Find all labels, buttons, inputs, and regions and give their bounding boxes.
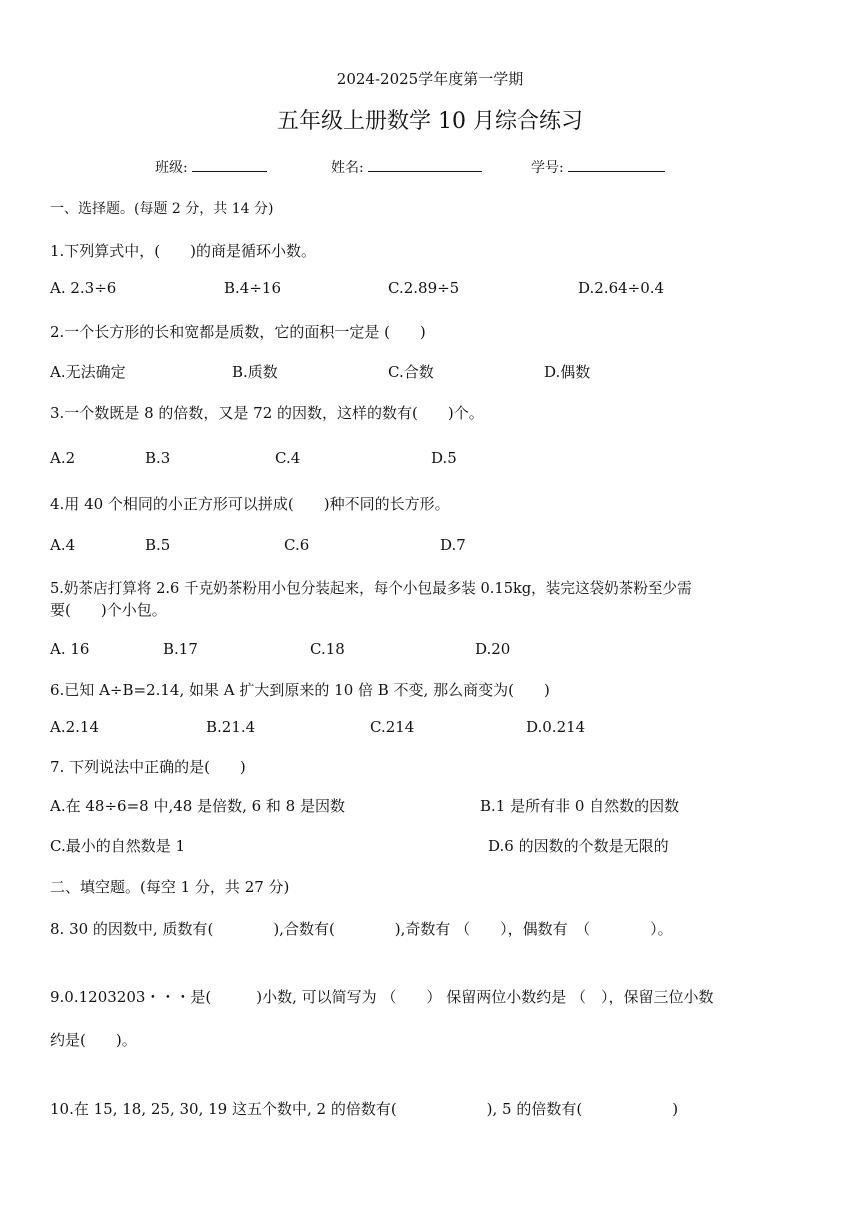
exam-term: 2024-2025学年度第一学期	[336, 70, 524, 88]
q7-stem: 7. 下列说法中正确的是( )	[50, 758, 246, 776]
q3-stem: 3.一个数既是 8 的倍数，又是 72 的因数，这样的数有( )个。	[50, 404, 484, 422]
q4-option-b[interactable]: B.5	[145, 536, 171, 554]
q8-line: 8. 30 的因数中, 质数有( ),合数有( ),奇数有 （ ），偶数有 （ ）。	[50, 920, 673, 938]
q6-option-a[interactable]: A.2.14	[50, 718, 99, 736]
q7-option-d[interactable]: D.6 的因数的个数是无限的	[488, 837, 669, 855]
q2-option-a[interactable]: A.无法确定	[50, 363, 126, 381]
class-field[interactable]	[155, 157, 267, 177]
student-id-label: 学号:	[531, 160, 564, 176]
q1-stem: 1.下列算式中，( )的商是循环小数。	[50, 242, 317, 260]
q3-option-a[interactable]: A.2	[50, 449, 76, 467]
q4-stem: 4.用 40 个相同的小正方形可以拼成( )种不同的长方形。	[50, 495, 450, 513]
q1-option-d[interactable]: D.2.64÷0.4	[578, 279, 665, 297]
q3-option-b[interactable]: B.3	[145, 449, 171, 467]
q4-option-d[interactable]: D.7	[440, 536, 466, 554]
q4-option-c[interactable]: C.6	[284, 536, 310, 554]
section-choice-heading: 一、选择题。(每题 2 分，共 14 分)	[50, 201, 274, 217]
q2-stem: 2.一个长方形的长和宽都是质数，它的面积一定是 ( )	[50, 323, 426, 341]
q9-line2: 约是( )。	[50, 1031, 137, 1049]
q2-option-b[interactable]: B.质数	[232, 363, 278, 381]
section-fill-heading: 二、填空题。(每空 1 分，共 27 分)	[50, 878, 290, 896]
q1-option-b[interactable]: B.4÷16	[224, 279, 281, 297]
q4-option-a[interactable]: A.4	[50, 536, 76, 554]
q1-option-c[interactable]: C.2.89÷5	[388, 279, 460, 297]
name-label: 姓名:	[331, 160, 364, 176]
q5-stem-line2: 要( )个小包。	[50, 601, 167, 619]
q5-option-c[interactable]: C.18	[310, 640, 345, 658]
q3-option-c[interactable]: C.4	[275, 449, 301, 467]
name-blank[interactable]	[368, 157, 482, 172]
q7-option-b[interactable]: B.1 是所有非 0 自然数的因数	[480, 797, 680, 815]
q7-option-a[interactable]: A.在 48÷6=8 中,48 是倍数, 6 和 8 是因数	[50, 797, 345, 815]
name-field[interactable]	[331, 157, 482, 177]
q5-stem-line1: 5.奶茶店打算将 2.6 千克奶茶粉用小包分装起来，每个小包最多装 0.15kg，装完这袋奶茶粉至少需	[50, 580, 692, 597]
q6-option-d[interactable]: D.0.214	[526, 718, 586, 736]
q7-option-c[interactable]: C.最小的自然数是 1	[50, 837, 186, 855]
class-label: 班级:	[155, 160, 188, 176]
exam-title: 五年级上册数学 10 月综合练习	[277, 109, 583, 134]
q10-line: 10.在 15, 18, 25, 30, 19 这五个数中, 2 的倍数有( ), 5 的倍数有( )	[50, 1100, 679, 1118]
q1-option-a[interactable]: A. 2.3÷6	[50, 279, 117, 297]
class-blank[interactable]	[192, 157, 267, 172]
q2-option-d[interactable]: D.偶数	[544, 363, 591, 381]
q6-stem: 6.已知 A÷B=2.14, 如果 A 扩大到原来的 10 倍 B 不变, 那么商变为( )	[50, 681, 550, 699]
q9-line1: 9.0.1203203・・・是( )小数, 可以简写为 （ ） 保留两位小数约是 （ ），保留三位小数	[50, 988, 714, 1006]
q6-option-c[interactable]: C.214	[370, 718, 415, 736]
q5-option-d[interactable]: D.20	[475, 640, 511, 658]
q5-option-b[interactable]: B.17	[163, 640, 198, 658]
q2-option-c[interactable]: C.合数	[388, 363, 434, 381]
q5-option-a[interactable]: A. 16	[50, 640, 90, 658]
q3-option-d[interactable]: D.5	[431, 449, 457, 467]
student-id-field[interactable]	[531, 157, 665, 177]
student-id-blank[interactable]	[568, 157, 665, 172]
q6-option-b[interactable]: B.21.4	[206, 718, 256, 736]
